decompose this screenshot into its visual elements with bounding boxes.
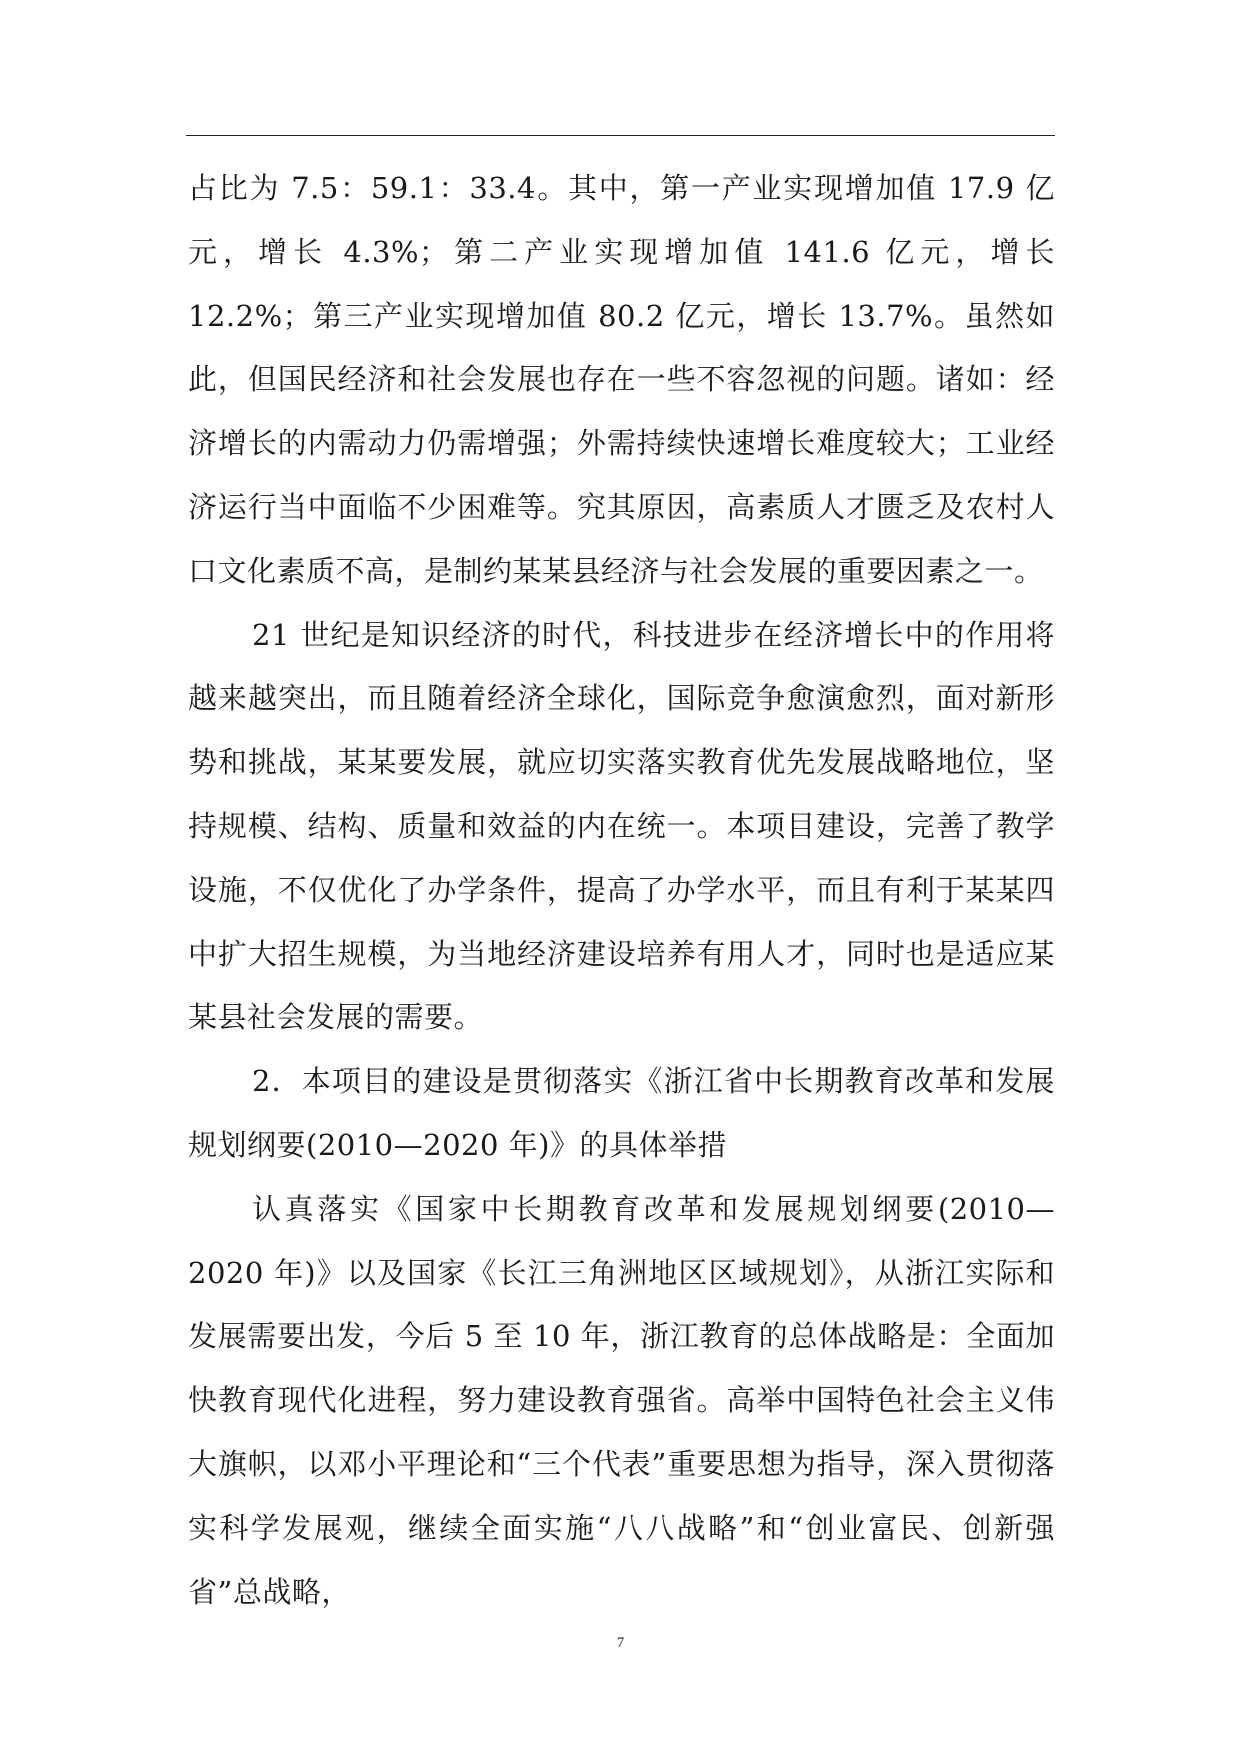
section-heading-2: 2．本项目的建设是贯彻落实《浙江省中长期教育改革和发展规划纲要(2010—2020 年)》的具体举措 (188, 1064, 1055, 1162)
paragraph-economy-structure: 占比为 7.5：59.1：33.4。其中，第一产业实现增加值 17.9 亿元，增长 4.3%；第二产业实现增加值 141.6 亿元，增长 12.2%；第三产业实现增加值 80.2 亿元，增长 13.7%。虽然如此，但国民经济和社会发展也存在一些不容忽视的问题。诸如：经济增长的内需动力仍需增强；外需持续快速增长难度较大；工业经济运行当中面临不少困难等。究其原因，高素质人才匮乏及农村人口文化素质不高，是制约某某县经济与社会发展的重要因素之一。 (188, 171, 1055, 588)
body-text (188, 157, 1055, 1624)
paragraph-knowledge-economy: 21 世纪是知识经济的时代，科技进步在经济增长中的作用将越来越突出，而且随着经济全球化，国际竞争愈演愈烈，面对新形势和挑战，某某要发展，就应切实落实教育优先发展战略地位，坚持规模、结构、质量和效益的内在统一。本项目建设，完善了教学设施，不仅优化了办学条件，提高了办学水平，而且有利于某某四中扩大招生规模，为当地经济建设培养有用人才，同时也是适应某某县社会发展的需要。 (188, 617, 1055, 1035)
header-rule (186, 135, 1055, 136)
paragraph-education-strategy: 认真落实《国家中长期教育改革和发展规划纲要(2010—2020 年)》以及国家《长江三角洲地区区域规划》，从浙江实际和发展需要出发，今后 5 至 10 年，浙江教育的总体战略是：全面加快教育现代化进程，努力建设教育强省。高举中国特色社会主义伟大旗帜，以邓小平理论和“三个代表”重要思想为指导，深入贯彻落实科学发展观，继续全面实施“八八战略”和“创业富民、创新强省”总战略， (188, 1191, 1055, 1609)
page-number: 7 (616, 1635, 625, 1651)
